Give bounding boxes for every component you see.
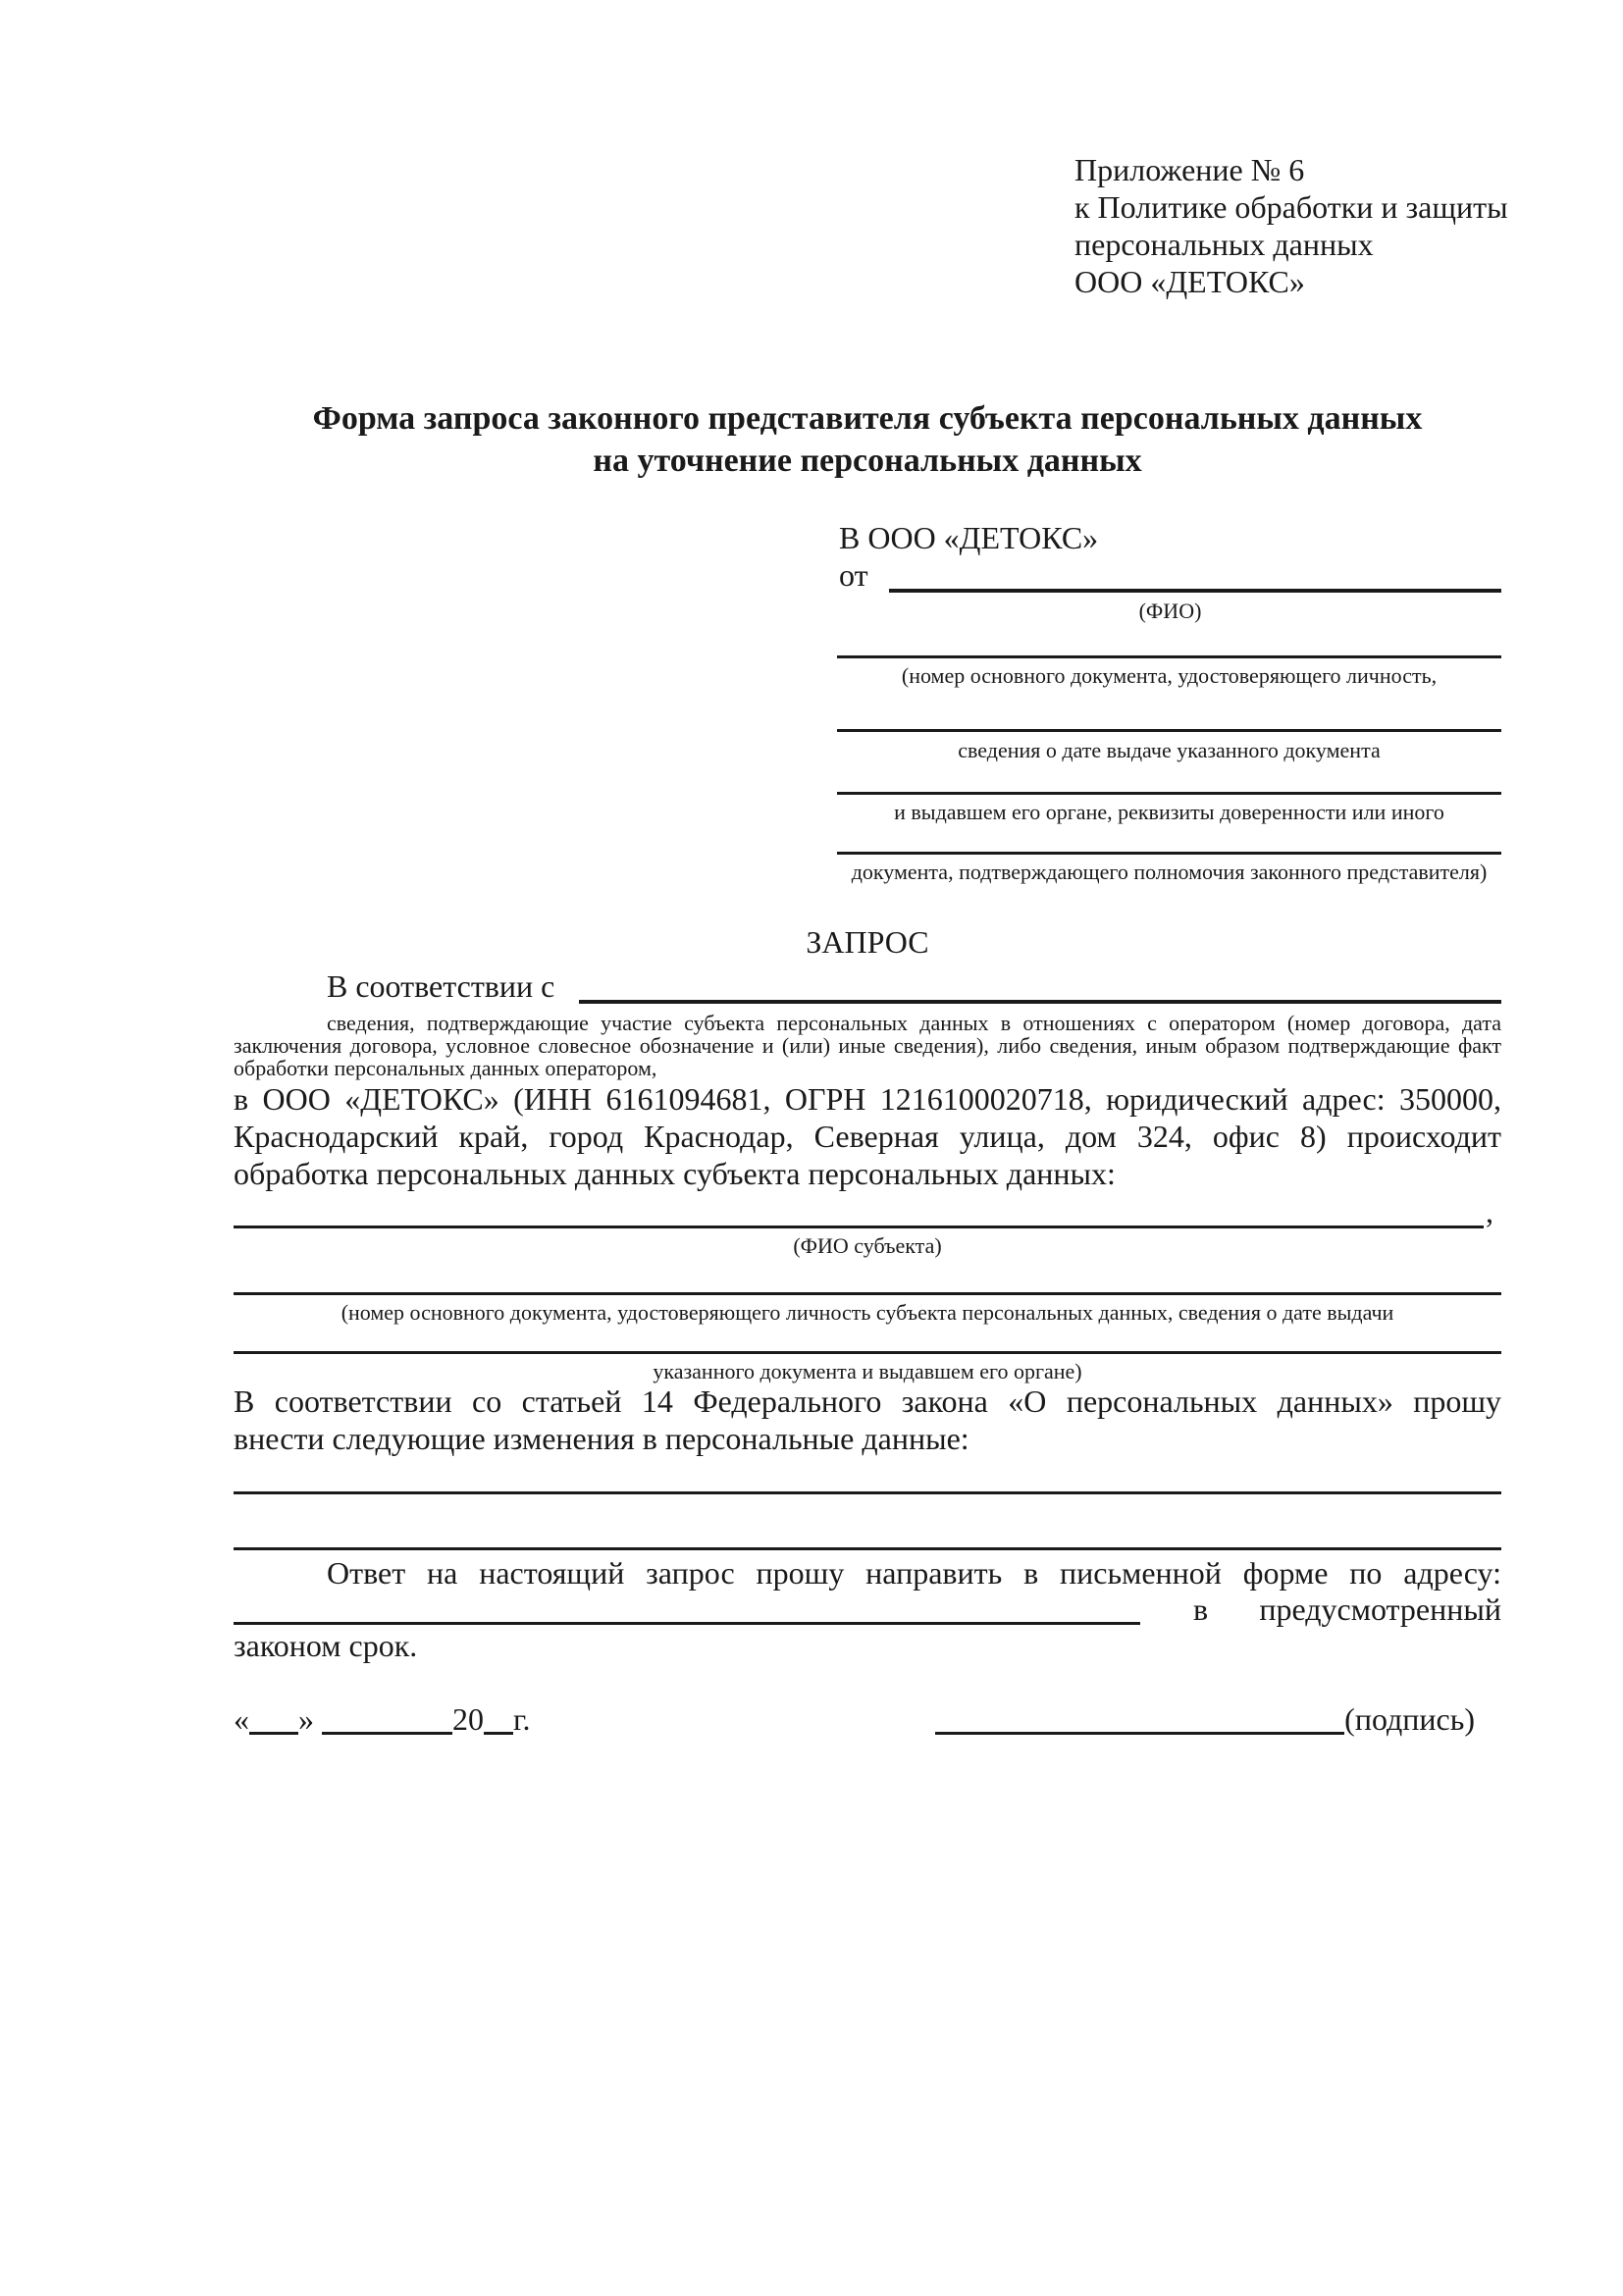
date-field (234, 1700, 531, 1738)
footnote-line: сведения, подтверждающие участие субъекта персональных данных в отношениях с оператором (номер договора, дата (327, 1011, 1501, 1035)
appendix-block (1074, 151, 1508, 300)
changes-blank-line (234, 1547, 1501, 1550)
subject-document-caption-2: указанного документа и выдавшем его органе) (653, 1359, 1082, 1383)
authority-document-caption: документа, подтверждающего полномочия законного представителя) (851, 860, 1488, 884)
article-paragraph-line: В соответствии со статьей 14 Федерального закона «О персональных данных» прошу (234, 1383, 1501, 1419)
from-blank-line (889, 589, 1501, 593)
appendix-line: ООО «ДЕТОКС» (1074, 264, 1305, 299)
blank-line (837, 792, 1501, 795)
month-blank (322, 1732, 452, 1735)
appendix-line: Приложение № 6 (1074, 152, 1305, 187)
quote-open: « (234, 1701, 249, 1737)
changes-blank-line (234, 1491, 1501, 1494)
signature-caption: (подпись) (1344, 1701, 1475, 1737)
appendix-line: к Политике обработки и защиты (1074, 189, 1508, 225)
addressee-to: В ООО «ДЕТОКС» (839, 520, 1099, 555)
reply-tail-word: предусмотренный (1259, 1592, 1501, 1627)
address-blank-line (234, 1622, 1140, 1625)
article-paragraph-line: внести следующие изменения в персональные данные: (234, 1421, 969, 1456)
appendix-line: персональных данных (1074, 227, 1374, 262)
title-line-1: Форма запроса законного представителя субъекта персональных данных (312, 400, 1423, 437)
year-suffix: г. (513, 1701, 531, 1737)
blank-line (837, 729, 1501, 732)
from-label: от (839, 557, 868, 593)
lead-text: В соответствии с (327, 968, 555, 1004)
document-number-caption: (номер основного документа, удостоверяющего личность, (901, 663, 1438, 688)
subject-name-blank-line (234, 1226, 1484, 1228)
footnote-line: заключения договора, условное словесное обозначение и (или) иные сведения), либо сведения, иным образом подтверждающие факт (234, 1033, 1501, 1058)
blank-line (837, 852, 1501, 855)
operator-paragraph-line: обработка персональных данных субъекта персональных данных: (234, 1156, 1116, 1191)
reply-paragraph-line: Ответ на настоящий запрос прошу направить в письменной форме по адресу: (327, 1555, 1501, 1591)
operator-paragraph-line: Краснодарский край, город Краснодар, Северная улица, дом 324, офис 8) происходит (234, 1119, 1501, 1154)
year-blank (484, 1732, 513, 1735)
blank-line (234, 1292, 1501, 1295)
footnote-line: обработки персональных данных оператором, (234, 1056, 657, 1080)
page-title (234, 397, 1501, 482)
issue-date-caption: сведения о дате выдаче указанного документа (958, 738, 1381, 762)
operator-paragraph-line: в ООО «ДЕТОКС» (ИНН 6161094681, ОГРН 1216100020718, юридический адрес: 350000, (234, 1081, 1501, 1117)
reply-tail-word: в (1193, 1592, 1209, 1627)
trailing-comma: , (1486, 1194, 1493, 1229)
subject-document-caption: (номер основного документа, удостоверяющего личность субъекта персональных данных, сведения о дате выдачи (340, 1300, 1394, 1325)
day-blank (249, 1732, 298, 1735)
quote-close: » (298, 1701, 314, 1737)
reply-tail-end: законом срок. (234, 1628, 418, 1663)
fio-caption: (ФИО) (1138, 599, 1202, 623)
lead-blank-line (579, 1000, 1501, 1004)
blank-line (234, 1351, 1501, 1354)
signature-blank (935, 1732, 1344, 1735)
request-heading: ЗАПРОС (806, 924, 929, 960)
subject-fio-caption: (ФИО субъекта) (793, 1233, 942, 1258)
blank-line (837, 655, 1501, 658)
issuing-authority-caption: и выдавшем его органе, реквизиты доверенности или иного (894, 800, 1444, 824)
year-prefix: 20 (452, 1701, 484, 1737)
title-line-2: на уточнение персональных данных (593, 443, 1142, 479)
signature-field (935, 1700, 1475, 1738)
